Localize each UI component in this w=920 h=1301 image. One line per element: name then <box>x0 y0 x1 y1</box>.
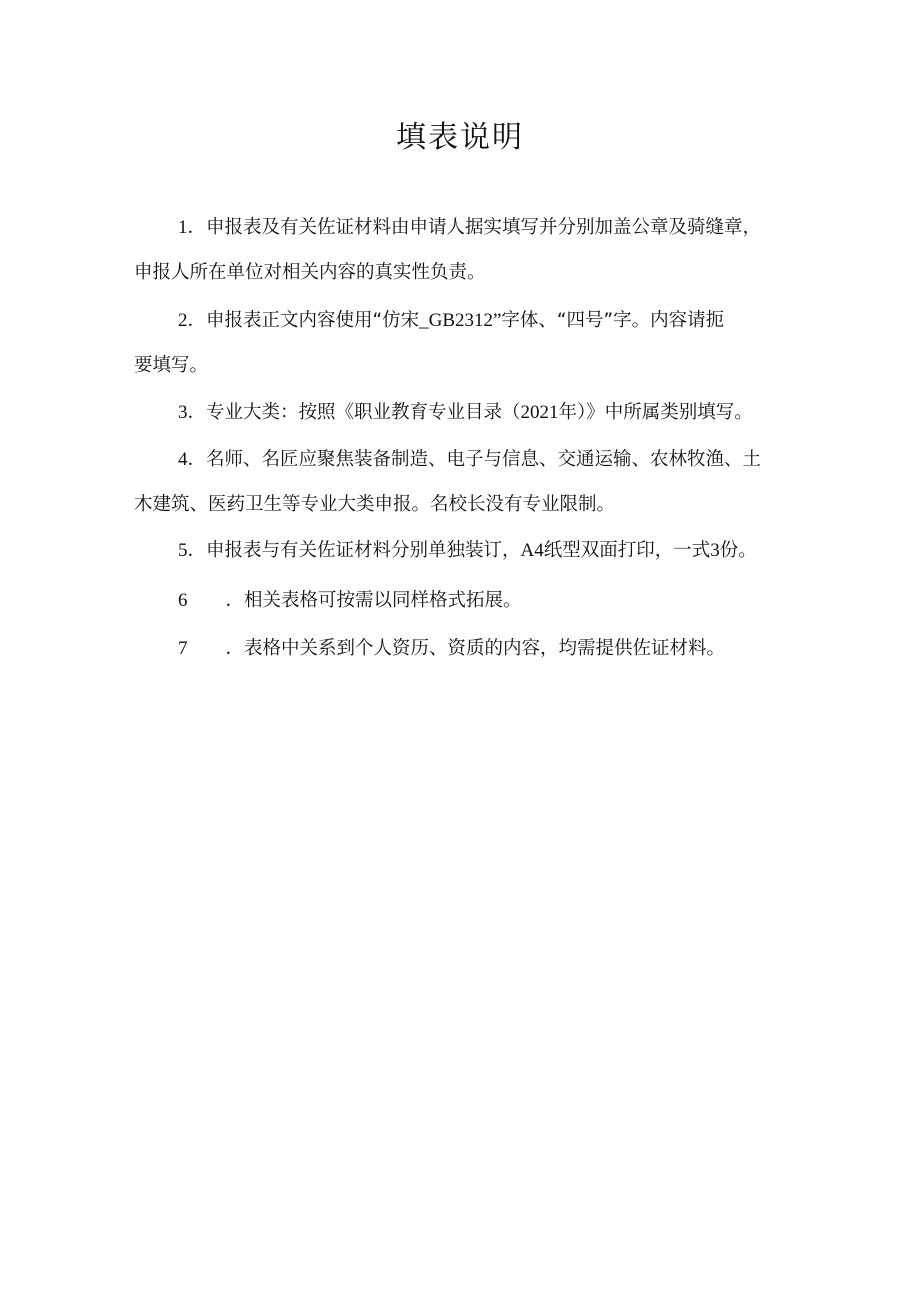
item-number: 7 <box>178 638 188 659</box>
item-text: ．申报表与有关佐证材料分别单独装订， <box>187 540 521 561</box>
item-text-font: _GB2312” <box>419 310 502 331</box>
instruction-item-2 <box>134 301 814 341</box>
item-text: 申报人所在单位对相关内容的真实性负责。 <box>134 262 486 283</box>
item-text: ．申报表及有关佐证材料由申请人据实填写并分别加盖公章及骑缝章， <box>187 217 762 238</box>
item-text: 要填写。 <box>134 355 209 376</box>
instruction-item-4-cont <box>134 485 814 525</box>
item-number: 5 <box>178 540 188 561</box>
instruction-item-4 <box>134 440 814 480</box>
item-text: ．名师、名匠应聚焦装备制造、电子与信息、交通运输、农林牧渔、土 <box>187 449 762 470</box>
item-text: 木建筑、医药卫生等专业大类申报。名校长没有专业限制。 <box>134 494 616 515</box>
item-number: 6 <box>178 590 188 611</box>
instruction-item-2-cont <box>134 346 814 386</box>
item-text: ．表格中关系到个人资历、资质的内容，均需提供佐证材料。 <box>225 638 726 659</box>
instruction-item-5 <box>134 531 814 571</box>
instruction-item-7 <box>134 629 814 669</box>
item-copies: 3 <box>710 540 720 561</box>
item-number: 2 <box>178 310 188 331</box>
item-text: 纸型双面打印，一式 <box>543 540 711 561</box>
item-text: 份。 <box>719 540 757 561</box>
item-number: 1 <box>178 217 188 238</box>
instruction-item-1-cont <box>134 253 814 293</box>
item-year: 2021 <box>520 402 559 423</box>
item-text: ．相关表格可按需以同样格式拓展。 <box>225 590 522 611</box>
page-title: 填表说明 <box>396 120 524 155</box>
item-text: 年）》中所属类别填写。 <box>558 402 753 423</box>
item-paper-size: A4 <box>520 540 544 561</box>
item-text: ．申报表正文内容使用“仿宋 <box>187 310 420 331</box>
item-number: 3 <box>178 402 188 423</box>
instruction-item-6 <box>134 581 814 621</box>
item-number: 4 <box>178 449 188 470</box>
instruction-item-1 <box>134 208 814 248</box>
item-text: ．专业大类：按照《职业教育专业目录（ <box>187 402 521 423</box>
item-text: 字体、“四号”字。内容请扼 <box>501 310 725 331</box>
instruction-item-3 <box>134 393 814 433</box>
